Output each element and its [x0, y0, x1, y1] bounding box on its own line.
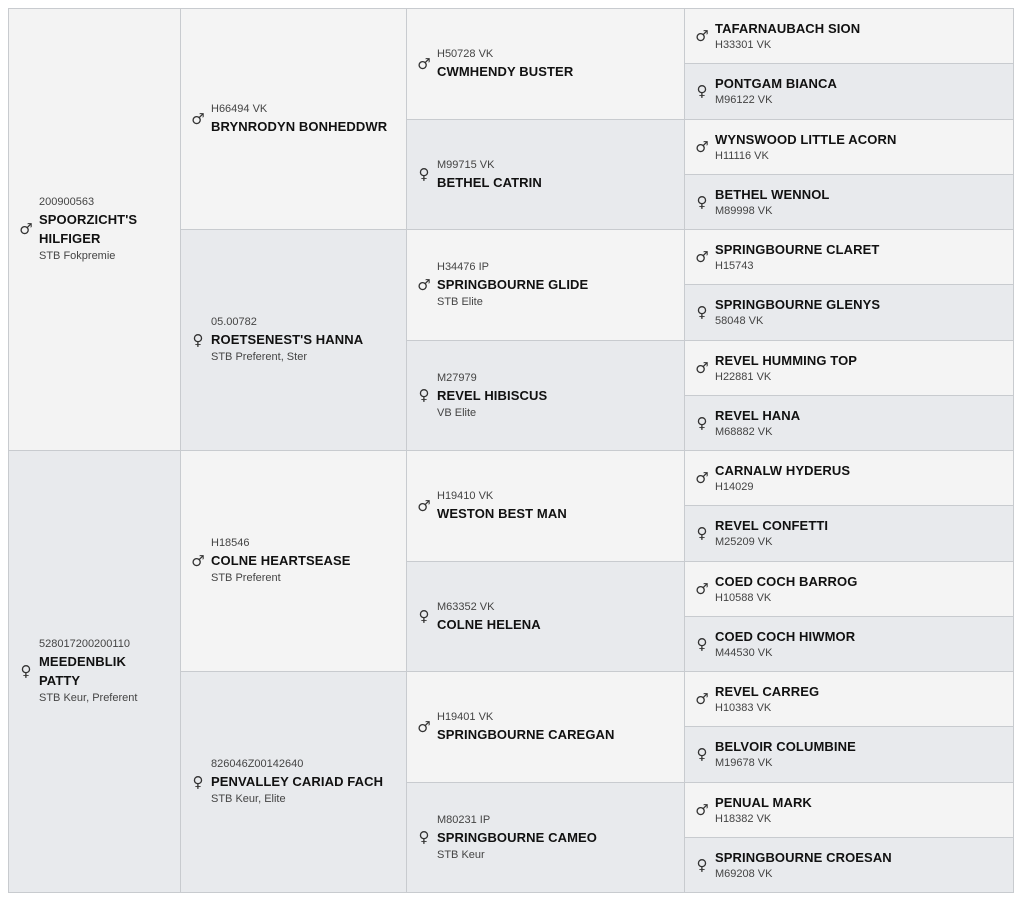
sire-cell-gen4[interactable]: [684, 8, 1014, 64]
registration-number: H22881 VK: [715, 370, 772, 383]
cell-content: [407, 672, 684, 782]
predicates: VB Elite: [437, 406, 477, 419]
horse-info: [715, 407, 1013, 440]
horse-info: [715, 794, 1013, 827]
horse-name[interactable]: CWMHENDY BUSTER: [437, 64, 574, 79]
horse-info: [437, 489, 684, 523]
horse-name[interactable]: WYNSWOOD LITTLE ACORN: [715, 131, 897, 147]
registration-number: M89998 VK: [715, 204, 773, 217]
horse-name[interactable]: MEEDENBLIK PATTY: [39, 654, 126, 688]
horse-name[interactable]: SPOORZICHT'S HILFIGER: [39, 212, 138, 246]
cell-content: [407, 230, 684, 340]
horse-name[interactable]: SPRINGBOURNE CAMEO: [437, 829, 597, 845]
male-icon: ♂: [695, 800, 709, 819]
registration-number: H34476 IP: [437, 261, 489, 273]
horse-name[interactable]: BRYNRODYN BONHEDDWR: [211, 119, 388, 134]
horse-info: [39, 195, 180, 264]
predicates: STB Keur: [437, 848, 485, 861]
female-icon: ♀: [696, 855, 708, 874]
pedigree-table: [8, 8, 1013, 892]
female-icon: ♀: [418, 828, 430, 846]
predicates: STB Keur, Preferent: [39, 692, 138, 704]
sire-cell-gen3[interactable]: [406, 229, 685, 341]
horse-info: [211, 757, 406, 807]
dam-cell-gen3[interactable]: [406, 340, 685, 451]
horse-name[interactable]: BETHEL WENNOL: [715, 186, 830, 202]
horse-info: [715, 241, 1013, 274]
cell-content: [685, 783, 1013, 837]
registration-number: M25209 VK: [715, 536, 773, 548]
horse-info: [437, 371, 684, 421]
horse-info: [211, 102, 406, 136]
cell-content: [685, 506, 1013, 561]
male-icon: ♂: [417, 54, 431, 73]
horse-name[interactable]: SPRINGBOURNE CAREGAN: [437, 727, 615, 742]
dam-cell-gen4[interactable]: [684, 726, 1014, 783]
dam-cell-gen4[interactable]: [684, 284, 1014, 341]
registration-number: 200900563: [39, 196, 95, 208]
sire-cell-gen4[interactable]: [684, 119, 1014, 175]
male-icon: ♂: [695, 358, 709, 377]
horse-info: [715, 573, 1013, 606]
horse-info: [437, 260, 684, 310]
dam-cell-gen3[interactable]: [406, 561, 685, 672]
horse-info: [715, 683, 1013, 716]
cell-content: [685, 120, 1013, 174]
registration-number: 826046Z00142640: [211, 758, 304, 770]
horse-name[interactable]: SPRINGBOURNE GLENYS: [715, 297, 881, 312]
horse-name[interactable]: COLNE HELENA: [437, 616, 541, 632]
horse-info: [437, 47, 684, 81]
cell-content: [181, 672, 406, 892]
registration-number: 528017200200110: [39, 638, 130, 650]
horse-info: [39, 637, 180, 706]
horse-name[interactable]: REVEL CARREG: [715, 683, 820, 699]
sire-cell-gen4[interactable]: [684, 671, 1014, 727]
cell-content: [407, 783, 684, 892]
female-icon: ♀: [696, 745, 708, 763]
horse-info: [715, 517, 1013, 550]
horse-info: [715, 849, 1013, 882]
cell-content: [181, 451, 406, 671]
cell-content: [9, 451, 180, 892]
female-icon: ♀: [696, 634, 708, 653]
horse-info: [715, 352, 1013, 385]
cell-content: [685, 838, 1013, 892]
horse-name[interactable]: COED COCH BARROG: [715, 573, 858, 589]
horse-info: [715, 296, 1013, 329]
sire-cell-gen3[interactable]: [406, 8, 685, 120]
horse-name[interactable]: WESTON BEST MAN: [437, 506, 567, 521]
registration-number: H66494 VK: [211, 103, 268, 115]
male-icon: ♂: [417, 717, 431, 736]
female-icon: ♀: [696, 82, 708, 100]
sire-cell-gen4[interactable]: [684, 782, 1014, 838]
registration-number: H19410 VK: [437, 490, 494, 502]
female-icon: ♀: [696, 303, 708, 321]
cell-content: [685, 451, 1013, 505]
female-icon: ♀: [696, 413, 708, 432]
dam-cell-gen4[interactable]: [684, 174, 1014, 230]
registration-number: 58048 VK: [715, 315, 764, 327]
registration-number: M27979: [437, 371, 477, 384]
sire-cell-gen4[interactable]: [684, 561, 1014, 617]
cell-content: [685, 672, 1013, 726]
female-icon: ♀: [192, 330, 204, 349]
sire-cell-gen3[interactable]: [406, 450, 685, 562]
horse-name[interactable]: REVEL HIBISCUS: [437, 387, 548, 403]
female-icon: ♀: [20, 662, 32, 680]
male-icon: ♂: [191, 551, 205, 570]
cell-content: [181, 9, 406, 229]
dam-cell-gen2[interactable]: [180, 229, 407, 451]
registration-number: M80231 IP: [437, 813, 491, 826]
sire-cell-gen2[interactable]: [180, 8, 407, 230]
dam-cell-gen3[interactable]: [406, 119, 685, 230]
horse-name[interactable]: REVEL HUMMING TOP: [715, 352, 858, 368]
registration-number: M44530 VK: [715, 646, 773, 659]
horse-info: [211, 536, 406, 586]
cell-content: [9, 9, 180, 450]
horse-name[interactable]: ROETSENEST'S HANNA: [211, 332, 364, 347]
male-icon: ♂: [19, 220, 33, 238]
registration-number: H10383 VK: [715, 701, 772, 714]
dam-cell-gen1[interactable]: [8, 450, 181, 893]
female-icon: ♀: [696, 192, 708, 211]
predicates: STB Elite: [437, 296, 483, 308]
horse-info: [715, 20, 1013, 53]
female-icon: ♀: [418, 607, 430, 625]
cell-content: [685, 175, 1013, 229]
cell-content: [407, 9, 684, 119]
dam-cell-gen4[interactable]: [684, 395, 1014, 451]
registration-number: H15743: [715, 259, 754, 272]
sire-cell-gen4[interactable]: [684, 340, 1014, 396]
horse-name[interactable]: SPRINGBOURNE GLIDE: [437, 277, 589, 292]
cell-content: [685, 341, 1013, 395]
dam-cell-gen3[interactable]: [406, 782, 685, 893]
registration-number: M99715 VK: [437, 158, 495, 171]
cell-content: [685, 230, 1013, 284]
male-icon: ♂: [417, 275, 431, 294]
predicates: STB Preferent: [211, 572, 281, 584]
horse-name[interactable]: BELVOIR COLUMBINE: [715, 739, 856, 754]
horse-info: [715, 462, 1013, 495]
female-icon: ♀: [696, 524, 708, 542]
cell-content: [407, 341, 684, 450]
horse-info: [715, 75, 1013, 108]
horse-name[interactable]: SPRINGBOURNE CROESAN: [715, 849, 892, 865]
male-icon: ♂: [695, 468, 709, 487]
registration-number: M19678 VK: [715, 757, 773, 769]
male-icon: ♂: [695, 137, 709, 156]
cell-content: [685, 727, 1013, 782]
registration-number: H14029: [715, 480, 754, 493]
female-icon: ♀: [192, 772, 204, 791]
horse-name[interactable]: COED COCH HIWMOR: [715, 628, 856, 644]
horse-name[interactable]: COLNE HEARTSEASE: [211, 553, 351, 568]
dam-cell-gen4[interactable]: [684, 616, 1014, 672]
registration-number: H33301 VK: [715, 38, 772, 51]
cell-content: [685, 285, 1013, 340]
registration-number: M69208 VK: [715, 867, 773, 880]
male-icon: ♂: [191, 109, 205, 128]
horse-name[interactable]: SPRINGBOURNE CLARET: [715, 241, 880, 257]
female-icon: ♀: [418, 165, 430, 183]
registration-number: H10588 VK: [715, 591, 772, 604]
cell-content: [181, 230, 406, 450]
registration-number: M63352 VK: [437, 600, 495, 613]
cell-content: [407, 562, 684, 671]
dam-cell-gen4[interactable]: [684, 63, 1014, 120]
dam-cell-gen4[interactable]: [684, 837, 1014, 893]
cell-content: [407, 451, 684, 561]
horse-name[interactable]: REVEL HANA: [715, 407, 801, 423]
horse-name[interactable]: CARNALW HYDERUS: [715, 462, 851, 478]
horse-name[interactable]: BETHEL CATRIN: [437, 174, 542, 190]
male-icon: ♂: [695, 689, 709, 708]
horse-name[interactable]: PENVALLEY CARIAD FACH: [211, 774, 384, 789]
horse-info: [437, 710, 684, 744]
registration-number: H50728 VK: [437, 48, 494, 60]
registration-number: 05.00782: [211, 316, 257, 328]
horse-name[interactable]: TAFARNAUBACH SION: [715, 20, 861, 36]
female-icon: ♀: [418, 386, 430, 404]
registration-number: H18382 VK: [715, 812, 772, 825]
registration-number: H11116 VK: [715, 149, 769, 162]
horse-info: [715, 738, 1013, 771]
dam-cell-gen4[interactable]: [684, 505, 1014, 562]
male-icon: ♂: [695, 579, 709, 598]
horse-name[interactable]: PENUAL MARK: [715, 794, 812, 810]
horse-info: [437, 600, 684, 634]
horse-info: [437, 158, 684, 192]
sire-cell-gen4[interactable]: [684, 450, 1014, 506]
male-icon: ♂: [695, 247, 709, 266]
horse-info: [715, 186, 1013, 219]
sire-cell-gen4[interactable]: [684, 229, 1014, 285]
registration-number: H18546: [211, 537, 250, 549]
sire-cell-gen1[interactable]: [8, 8, 181, 451]
registration-number: H19401 VK: [437, 711, 494, 723]
cell-content: [685, 9, 1013, 63]
predicates: STB Preferent, Ster: [211, 351, 307, 363]
cell-content: [407, 120, 684, 229]
registration-number: M96122 VK: [715, 94, 773, 106]
horse-info: [715, 628, 1013, 661]
cell-content: [685, 396, 1013, 450]
sire-cell-gen2[interactable]: [180, 450, 407, 672]
horse-info: [211, 315, 406, 365]
sire-cell-gen3[interactable]: [406, 671, 685, 783]
horse-info: [437, 813, 684, 863]
cell-content: [685, 617, 1013, 671]
cell-content: [685, 64, 1013, 119]
horse-name[interactable]: PONTGAM BIANCA: [715, 76, 838, 91]
predicates: STB Fokpremie: [39, 250, 116, 262]
horse-info: [715, 131, 1013, 164]
predicates: STB Keur, Elite: [211, 793, 286, 805]
male-icon: ♂: [417, 496, 431, 515]
dam-cell-gen2[interactable]: [180, 671, 407, 893]
male-icon: ♂: [695, 26, 709, 45]
cell-content: [685, 562, 1013, 616]
registration-number: M68882 VK: [715, 425, 773, 438]
horse-name[interactable]: REVEL CONFETTI: [715, 518, 829, 533]
